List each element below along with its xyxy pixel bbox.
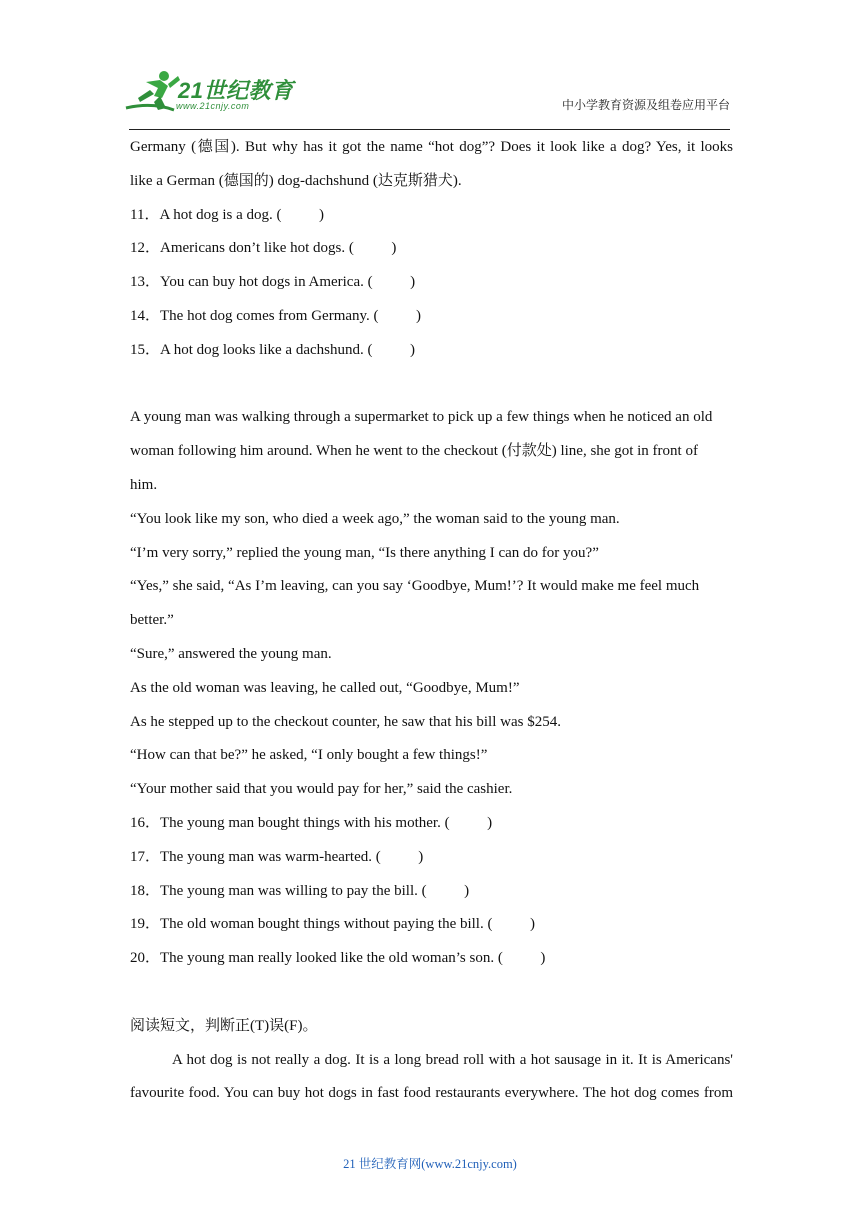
logo-url: www.21cnjy.com	[176, 101, 250, 111]
logo-text: 21世纪教育	[178, 78, 294, 103]
story-line: “Your mother said that you would pay for her,” said the cashier.	[130, 781, 513, 798]
question-12: 12．Americans don’t like hot dogs. ( )	[130, 240, 397, 257]
spacer	[130, 368, 733, 402]
story-line: As he stepped up to the checkout counter, he saw that his bill was $254.	[130, 713, 561, 730]
passage-line: Germany (德国). But why has it got the name “hot dog”? Does it look like a dog? Yes, it looks	[130, 139, 733, 155]
header-divider	[129, 129, 730, 130]
passage-line: like a German (德国的) dog-dachshund (达克斯猎犬).	[130, 172, 462, 189]
document-body	[130, 131, 733, 1111]
story-line: “Sure,” answered the young man.	[130, 645, 332, 662]
story-line: “You look like my son, who died a week ago,” the woman said to the young man.	[130, 510, 620, 527]
story-line: woman following him around. When he went to the checkout (付款处) line, she got in front of	[130, 443, 698, 460]
question-13: 13．You can buy hot dogs in America. ( )	[130, 274, 416, 291]
question-14: 14．The hot dog comes from Germany. ( )	[130, 307, 422, 324]
passage-line: A hot dog is not really a dog. It is a long bread roll with a hot sausage in it. It is Americans'	[172, 1051, 733, 1068]
question-20: 20．The young man really looked like the old woman’s son. ( )	[130, 950, 546, 967]
story-line: him.	[130, 476, 158, 493]
header-tagline: 中小学教育资源及组卷应用平台	[561, 98, 730, 112]
passage-line: favourite food. You can buy hot dogs in fast food restaurants everywhere. The hot dog comes from	[130, 1085, 733, 1102]
question-15: 15．A hot dog looks like a dachshund. ( )	[130, 341, 415, 358]
question-11: 11．A hot dog is a dog. ( )	[130, 206, 325, 223]
question-16: 16．The young man bought things with his mother. ( )	[130, 814, 493, 831]
story-line: better.”	[130, 612, 174, 629]
spacer	[130, 976, 733, 1010]
story-line: As the old woman was leaving, he called out, “Goodbye, Mum!”	[130, 679, 520, 696]
story-line: “Yes,” she said, “As I’m leaving, can you say ‘Goodbye, Mum!’? It would make me feel much	[130, 578, 700, 595]
question-18: 18．The young man was willing to pay the bill. ( )	[130, 882, 470, 899]
question-19: 19．The old woman bought things without paying the bill. ( )	[130, 916, 535, 933]
story-line: “I’m very sorry,” replied the young man, “Is there anything I can do for you?”	[130, 544, 599, 561]
page-footer: 21 世纪教育网(www.21cnjy.com)	[343, 1157, 517, 1171]
section-instruction: 阅读短文，判断正(T)误(F)。	[130, 1017, 318, 1034]
question-17: 17．The young man was warm-hearted. ( )	[130, 848, 424, 865]
story-line: “How can that be?” he asked, “I only bought a few things!”	[130, 747, 488, 764]
story-line: A young man was walking through a supermarket to pick up a few things when he noticed an old	[130, 409, 713, 426]
running-man-icon	[126, 71, 180, 110]
